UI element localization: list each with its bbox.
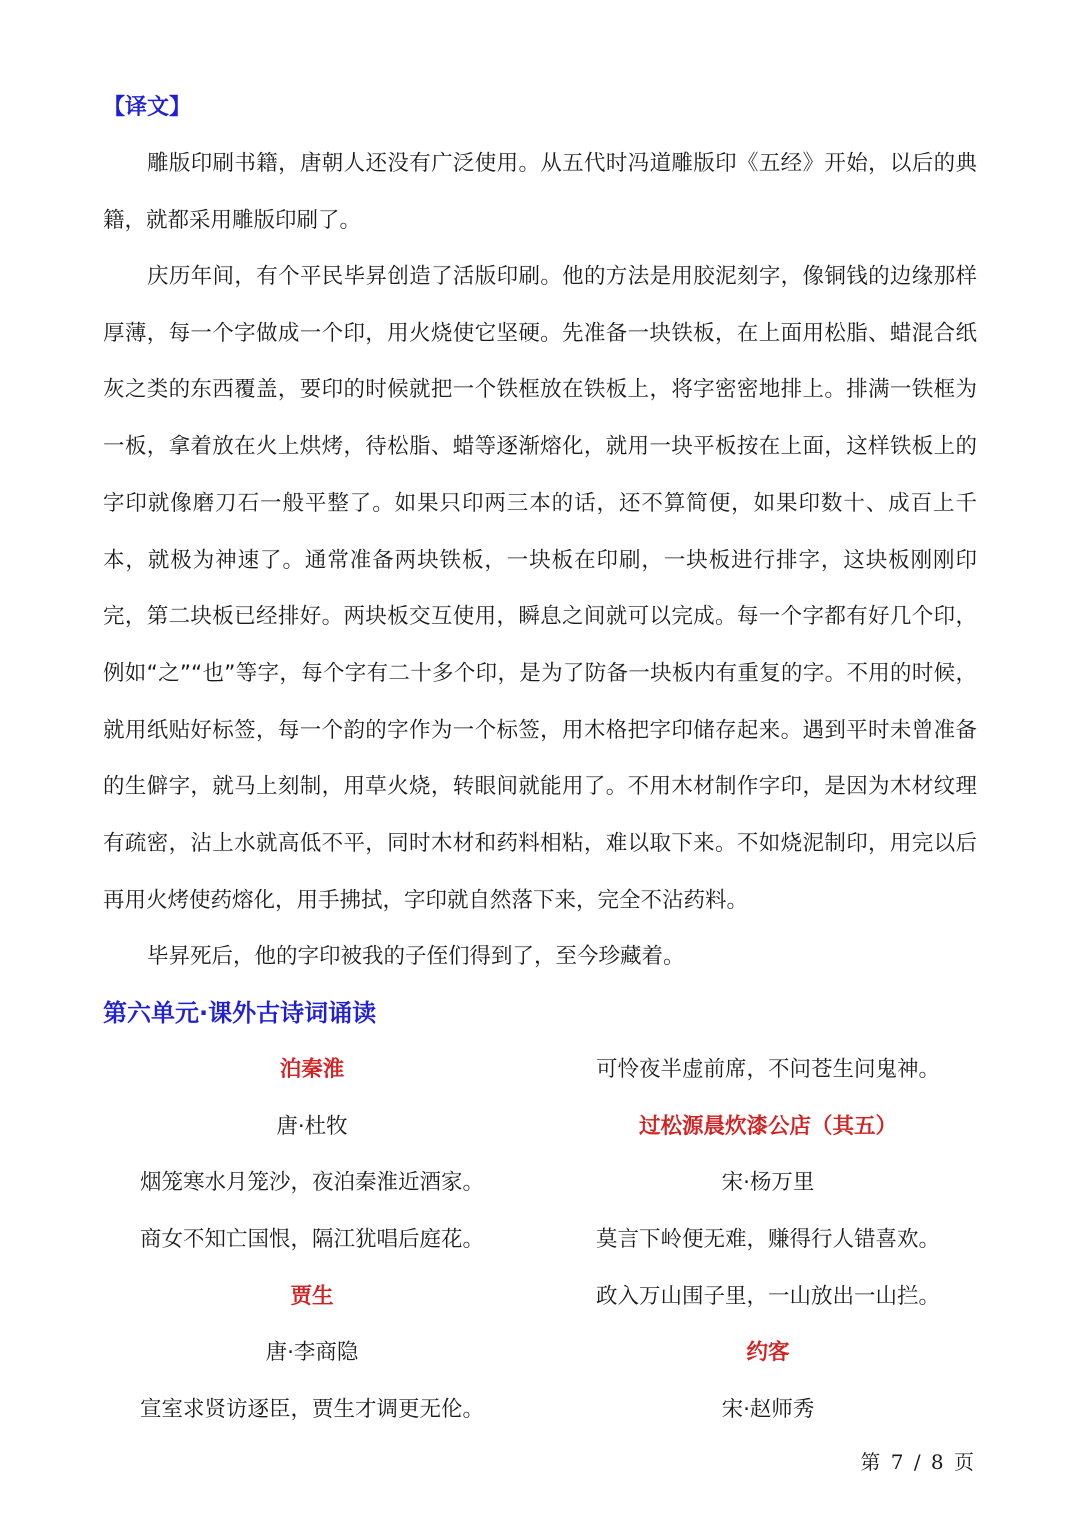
unit-title: 第六单元·课外古诗词诵读 <box>103 999 377 1027</box>
translation-paragraph-2: 庆历年间，有个平民毕昇创造了活版印刷。他的方法是用胶泥刻字，像铜钱的边缘那样厚薄，每一个字做成一个印，用火烧使它坚硬。先准备一块铁板，在上面用松脂、蜡混合纸灰之类的东西覆盖，要印的时候就把一个铁框放在铁板上，将字密密地排上。排满一铁框为一板，拿着放在火上烘烤，待松脂、蜡等逐渐熔化，就用一块平板按在上面，这样铁板上的字印就像磨刀石一般平整了。如果只印两三本的话，还不算简便，如果印数十、成百上千本，就极为神速了。通常准备两块铁板，一块板在印刷，一块板进行排字，这块板刚刚印完，第二块板已经排好。两块板交互使用，瞬息之间就可以完成。每一个字都有好几个印，例如“之”“也”等字，每个字有二十多个印，是为了防备一块板内有重复的字。不用的时候，就用纸贴好标签，每一个韵的字作为一个标签，用木格把字印储存起来。遇到平时未曾准备的生僻字，就马上刻制，用草火烧，转眼间就能用了。不用木材制作字印，是因为木材纹理有疏密，沾上水就高低不平，同时木材和药料相粘，难以取下来。不如烧泥制印，用完以后再用火烤使药熔化，用手拂拭，字印就自然落下来，完全不沾药料。 <box>103 264 977 913</box>
poem-verse-line: 宣室求贤访逐臣，贾生才调更无伦。 <box>139 1397 484 1423</box>
poem-verse-line: 可怜夜半虚前席，不问苍生问鬼神。 <box>595 1057 940 1082</box>
poem-verse-line: 商女不知亡国恨，隔江犹唱后庭花。 <box>139 1227 484 1253</box>
poem-author: 宋·赵师秀 <box>721 1397 815 1423</box>
poem-verse-line: 烟笼寒水月笼沙，夜泊秦淮近酒家。 <box>139 1170 484 1196</box>
poem-title: 约客 <box>746 1340 790 1366</box>
poem-verse-line: 莫言下岭便无难，赚得行人错喜欢。 <box>595 1227 940 1253</box>
poem-author: 唐·李商隐 <box>265 1340 359 1366</box>
poem-column-right <box>548 1042 988 1439</box>
poem-author: 唐·杜牧 <box>276 1113 348 1139</box>
poem-title: 泊秦淮 <box>279 1057 345 1082</box>
page-number: 第 7 / 8 页 <box>860 1450 976 1474</box>
poem-column-left <box>92 1042 532 1439</box>
poem-author: 宋·杨万里 <box>721 1170 815 1196</box>
translation-heading: 【译文】 <box>103 95 192 120</box>
poem-title: 过松源晨炊漆公店（其五） <box>638 1113 897 1139</box>
poem-verse-line: 政入万山围子里，一山放出一山拦。 <box>595 1283 940 1309</box>
poem-title: 贾生 <box>290 1283 334 1309</box>
translation-paragraph-3: 毕昇死后，他的字印被我的子侄们得到了，至今珍藏着。 <box>147 944 685 969</box>
translation-paragraph-1: 雕版印刷书籍，唐朝人还没有广泛使用。从五代时冯道雕版印《五经》开始，以后的典籍，就都采用雕版印刷了。 <box>103 151 977 233</box>
